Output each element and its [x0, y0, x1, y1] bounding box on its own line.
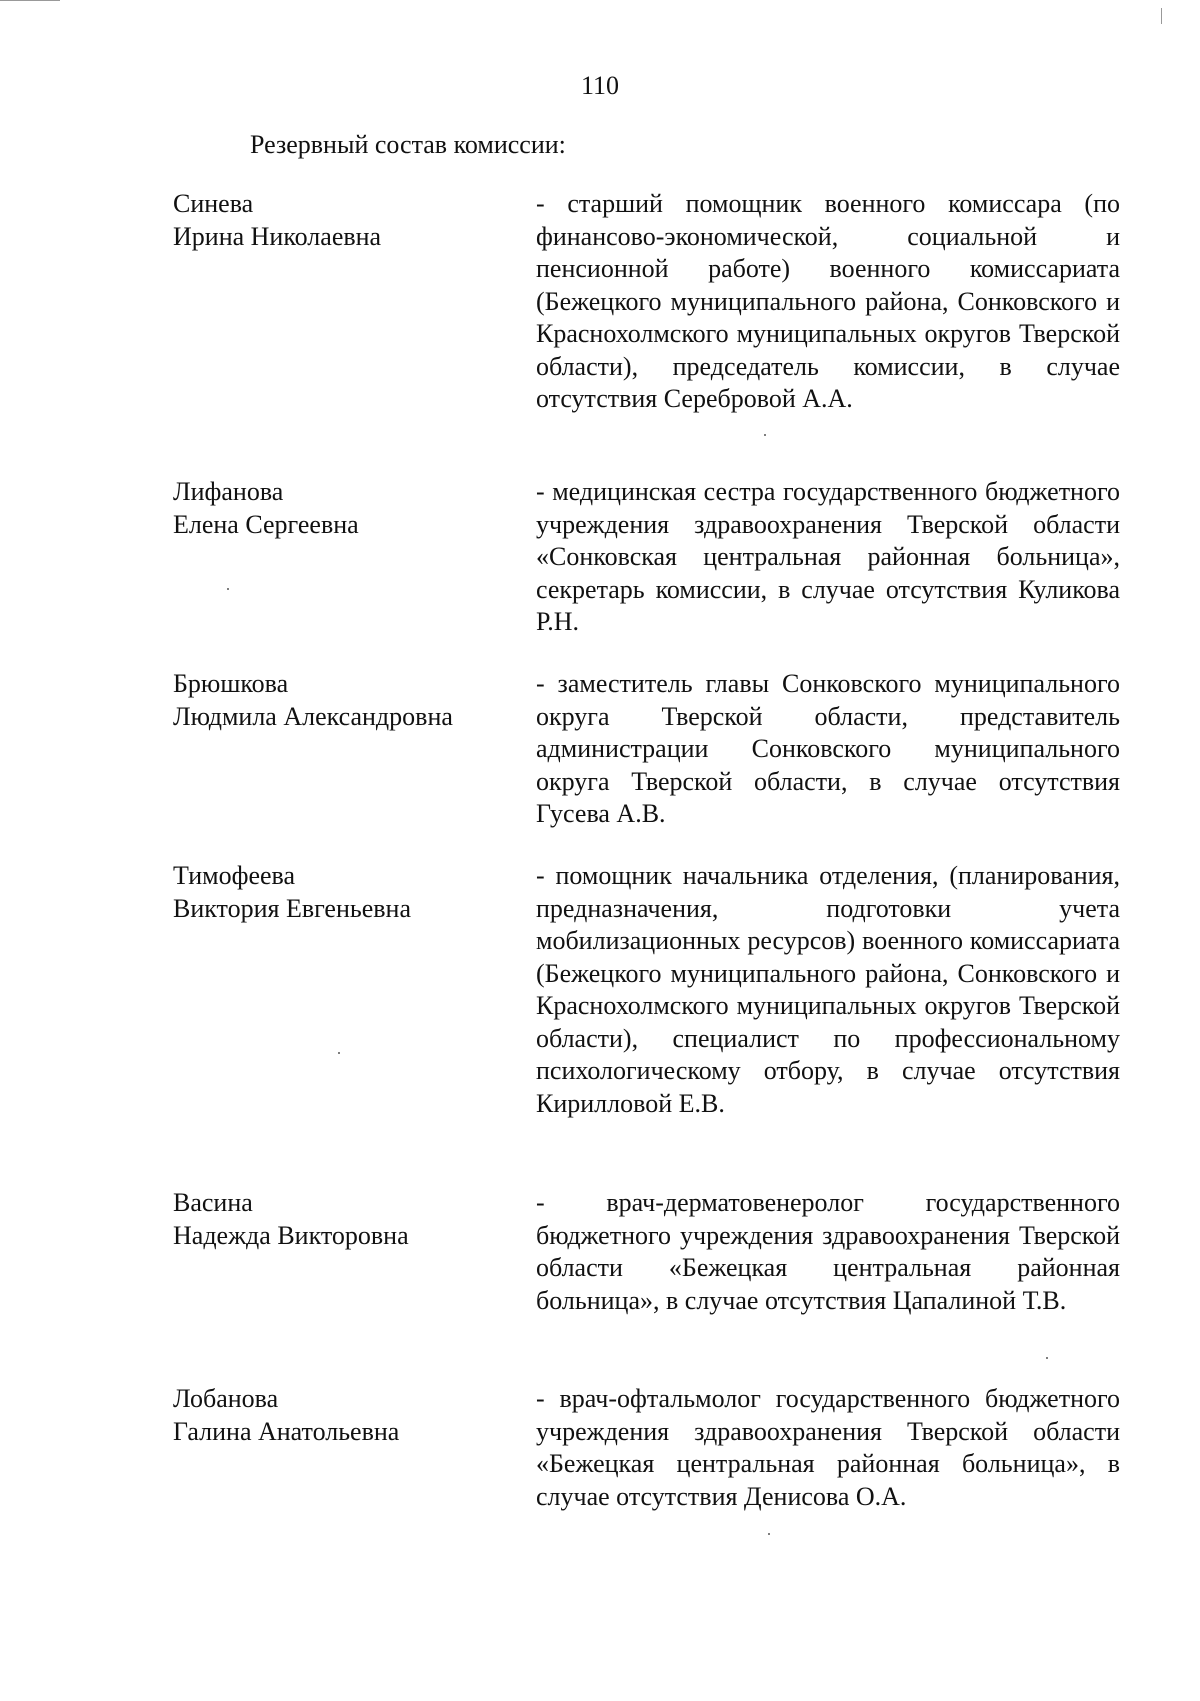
member-surname: Лифанова [173, 477, 284, 506]
member-role-description: - старший помощник военного комиссара (по финансово-экономической, социальной и пенсионной работе) военного комиссариата (Бежецкого муниципального района, Сонковского и Краснохолмского муниципальных округов Тверской области), председатель комиссии, в случае отсутствия Серебровой А.А. [536, 189, 1120, 413]
page-number: 110 [580, 71, 620, 100]
scan-speck [768, 1533, 770, 1535]
scan-speck [1046, 1357, 1048, 1359]
member-given-names: Елена Сергеевна [173, 509, 359, 539]
member-role-description: - помощник начальника отделения, (планирования, предназначения, подготовки учета мобилизационных ресурсов) военного комиссариата (Бежецкого муниципального района, Сонковского и Краснохолмского муниципальных округов Тверской области), специалист по профессиональному психологическому отбору, в случае отсутствия Кирилловой Е.В. [536, 861, 1120, 1118]
member-given-names: Виктория Евгеньевна [173, 893, 411, 923]
member-given-names: Ирина Николаевна [173, 221, 382, 251]
member-surname: Васина [173, 1188, 253, 1217]
scan-speck [227, 588, 229, 590]
member-given-names: Галина Анатольевна [173, 1416, 400, 1446]
scan-speck [338, 1052, 340, 1054]
member-surname: Синева [173, 189, 254, 218]
member-name [173, 1187, 533, 1252]
member-given-names: Надежда Викторовна [173, 1220, 409, 1250]
member-role-description: - медицинская сестра государственного бюджетного учреждения здравоохранения Тверской области «Сонковская центральная районная больница», секретарь комиссии, в случае отсутствия Куликова Р.Н. [536, 477, 1120, 636]
member-name [173, 476, 533, 541]
member-surname: Тимофеева [173, 861, 296, 890]
member-given-names: Людмила Александровна [173, 701, 453, 731]
scan-speck [764, 434, 766, 436]
member-name [173, 860, 533, 925]
member-surname: Лобанова [173, 1384, 279, 1413]
member-name [173, 188, 533, 253]
member-name [173, 1383, 533, 1448]
scan-edge-mark [1161, 8, 1162, 24]
member-role-description: - врач-офтальмолог государственного бюджетного учреждения здравоохранения Тверской области «Бежецкая центральная районная больница», в случае отсутствия Денисова О.А. [536, 1384, 1120, 1511]
member-role-description: - врач-дерматовенеролог государственного бюджетного учреждения здравоохранения Тверской области «Бежецкая центральная районная больница», в случае отсутствия Цапалиной Т.В. [536, 1188, 1120, 1315]
scan-edge-mark [0, 0, 60, 1]
member-role-description: - заместитель главы Сонковского муниципального округа Тверской области, представитель администрации Сонковского муниципального округа Тверской области, в случае отсутствия Гусева А.В. [536, 669, 1120, 828]
member-surname: Брюшкова [173, 669, 289, 698]
section-heading: Резервный состав комиссии: [250, 130, 566, 159]
member-name [173, 668, 533, 733]
